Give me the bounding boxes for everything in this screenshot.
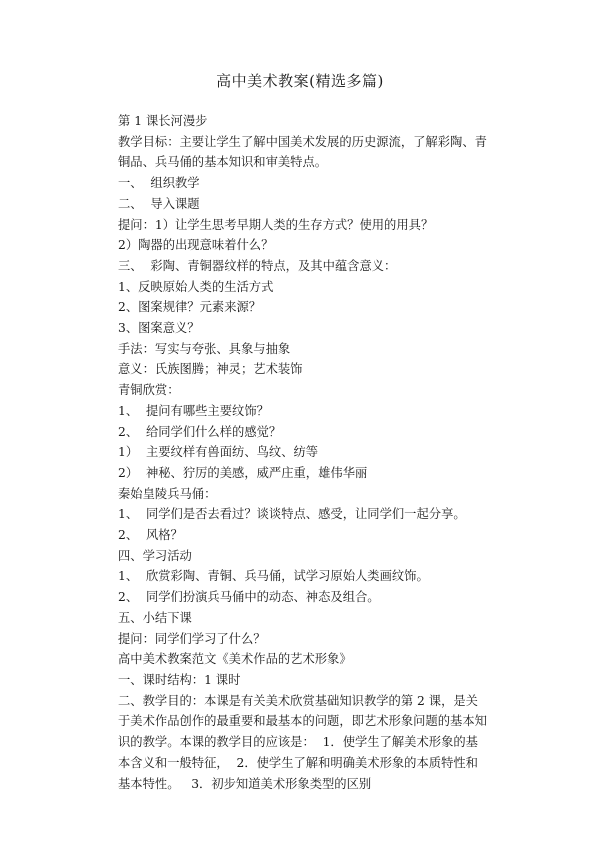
paragraph: 教学目标：主要让学生了解中国美术发展的历史源流，了解彩陶、青铜品、兵马俑的基本知识和审美特点。 — [118, 134, 487, 170]
text-line: 2、 风格？ — [118, 528, 183, 543]
text-line: 1、反映原始人类的生活方式 — [118, 279, 274, 294]
text-line: 一、课时结构：1 课时 — [118, 672, 241, 687]
section-heading: 四、学习活动 — [118, 548, 192, 563]
paragraph: 二、教学目的：本课是有关美术欣赏基础知识教学的第 2 课，是关于美术作品创作的最重要和最基本的问题，即艺术形象问题的基本知识的教学。本课的教学目的应该是： 1．使学生了解美术形象的基本含义和一般特征， 2．使学生了解和明确美术形象的本质特性和基本特性。 3．初步知道美术形象类型的区别 — [118, 693, 487, 791]
text-line: 1、 同学们是否去看过？谈谈特点、感受，让同学们一起分享。 — [118, 507, 466, 522]
text-line: 提问：1）让学生思考早期人类的生存方式？使用的用具？ — [118, 217, 434, 232]
section-heading: 五、小结下课 — [118, 610, 192, 625]
section-heading: 一、 组织教学 — [118, 176, 200, 191]
document-body — [118, 111, 490, 794]
text-line: 1、 欣赏彩陶、青铜、兵马俑，试学习原始人类画纹饰。 — [118, 569, 429, 584]
text-line: 3、图案意义？ — [118, 321, 200, 336]
text-line: 2） 神秘、狞厉的美感，威严庄重，雄伟华丽 — [118, 465, 368, 480]
text-line: 提问：同学们学习了什么？ — [118, 631, 266, 646]
text-line: 2、 给同学们什么样的感觉？ — [118, 424, 282, 439]
text-line: 2、图案规律？元素来源？ — [118, 300, 262, 315]
text-line: 1） 主要纹样有兽面纺、鸟纹、纺等 — [118, 445, 319, 460]
section-heading: 三、 彩陶、青铜器纹样的特点，及其中蕴含意义： — [118, 258, 397, 273]
section-heading: 二、 导入课题 — [118, 196, 200, 211]
lesson-heading: 第 1 课长河漫步 — [118, 114, 208, 128]
text-line: 秦始皇陵兵马俑： — [118, 486, 217, 501]
text-line: 2）陶器的出现意味着什么？ — [118, 238, 274, 253]
text-line: 青铜欣赏： — [118, 383, 180, 398]
text-line: 手法：写实与夸张、具象与抽象 — [118, 341, 291, 356]
page-title: 高中美术教案(精选多篇) — [216, 72, 384, 90]
lesson-heading: 高中美术教案范文《美术作品的艺术形象》 — [118, 652, 352, 667]
text-line: 2、 同学们扮演兵马俑中的动态、神态及组合。 — [118, 590, 380, 605]
text-line: 1、 提问有哪些主要纹饰？ — [118, 403, 269, 418]
text-line: 意义：氏族图腾；神灵；艺术装饰 — [118, 362, 303, 377]
